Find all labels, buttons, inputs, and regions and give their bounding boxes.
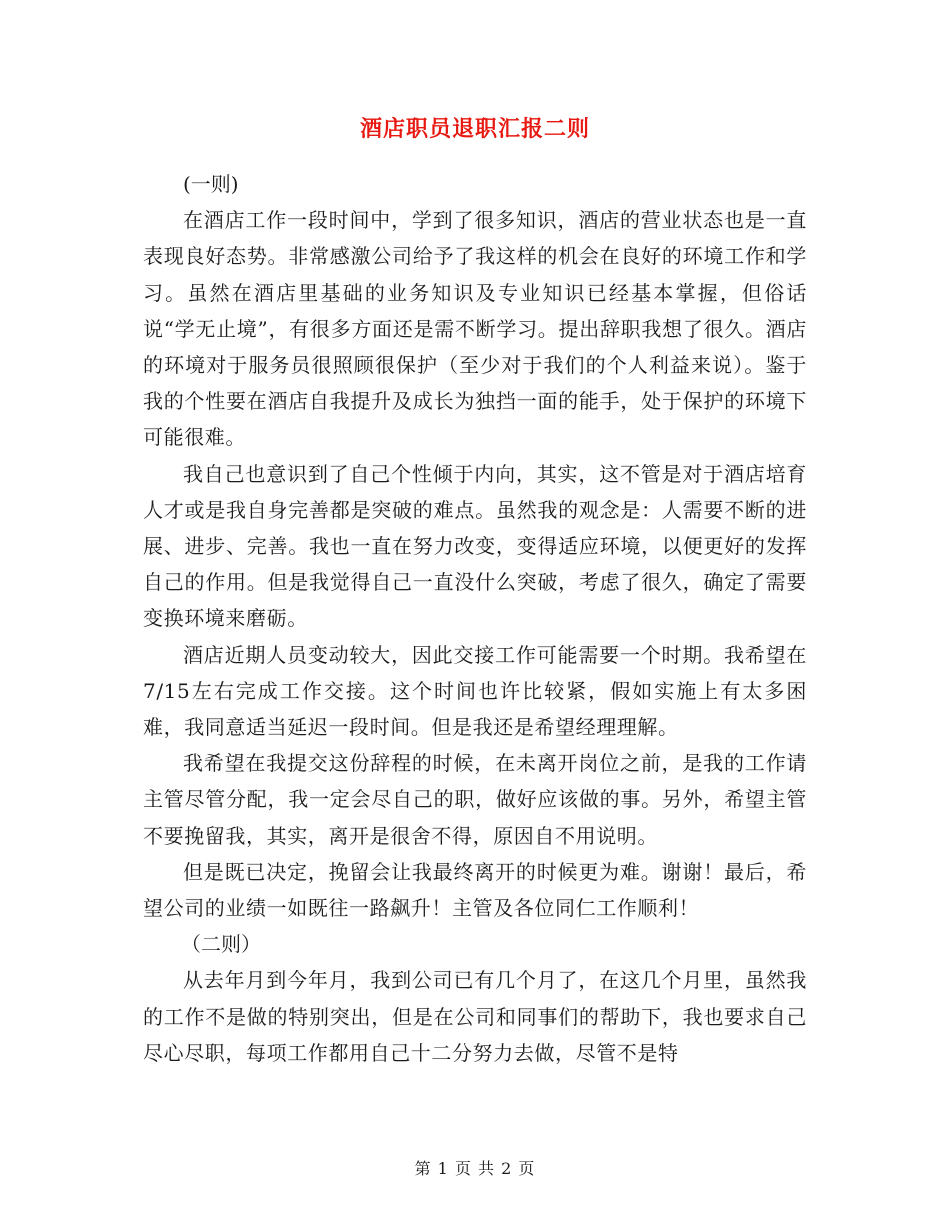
paragraph: 酒店近期人员变动较大，因此交接工作可能需要一个时期。我希望在7/15左右完成工作交接。这个时间也许比较紧，假如实施上有太多困难，我同意适当延迟一段时间。但是我还是希望经理理解。	[143, 642, 807, 740]
document-title: 酒店职员退职汇报二则	[359, 116, 590, 142]
document-body	[143, 166, 807, 1071]
page-indicator: 第 1 页 共 2 页	[414, 1159, 536, 1178]
paragraph: 我自己也意识到了自己个性倾于内向，其实，这不管是对于酒店培育人才或是我自身完善都是突破的难点。虽然我的观念是：人需要不断的进展、进步、完善。我也一直在努力改变，变得适应环境，以便更好的发挥自己的作用。但是我觉得自己一直没什么突破，考虑了很久，确定了需要变换环境来磨砺。	[143, 461, 807, 631]
section-two-label: （二则）	[181, 932, 261, 957]
paragraph: 在酒店工作一段时间中，学到了很多知识，酒店的营业状态也是一直表现良好态势。非常感激公司给予了我这样的机会在良好的环境工作和学习。虽然在酒店里基础的业务知识及专业知识已经基本掌握，但俗话说“学无止境”，有很多方面还是需不断学习。提出辞职我想了很久。酒店的环境对于服务员很照顾很保护（至少对于我们的个人利益来说）。鉴于我的个性要在酒店自我提升及成长为独挡一面的能手，处于保护的环境下可能很难。	[143, 208, 807, 450]
section-one-label: (一则)	[183, 172, 239, 196]
paragraph: 我希望在我提交这份辞程的时候，在未离开岗位之前，是我的工作请主管尽管分配，我一定会尽自己的职，做好应该做的事。另外，希望主管不要挽留我，其实，离开是很舍不得，原因自不用说明。	[143, 751, 807, 848]
paragraph: 但是既已决定，挽留会让我最终离开的时候更为难。谢谢！最后，希望公司的业绩一如既往一路飙升！主管及各位同仁工作顺利！	[143, 859, 807, 921]
paragraph: 从去年月到今年月，我到公司已有几个月了，在这几个月里，虽然我的工作不是做的特别突出，但是在公司和同事们的帮助下，我也要求自己尽心尽职，每项工作都用自己十二分努力去做，尽管不是特	[143, 968, 807, 1065]
